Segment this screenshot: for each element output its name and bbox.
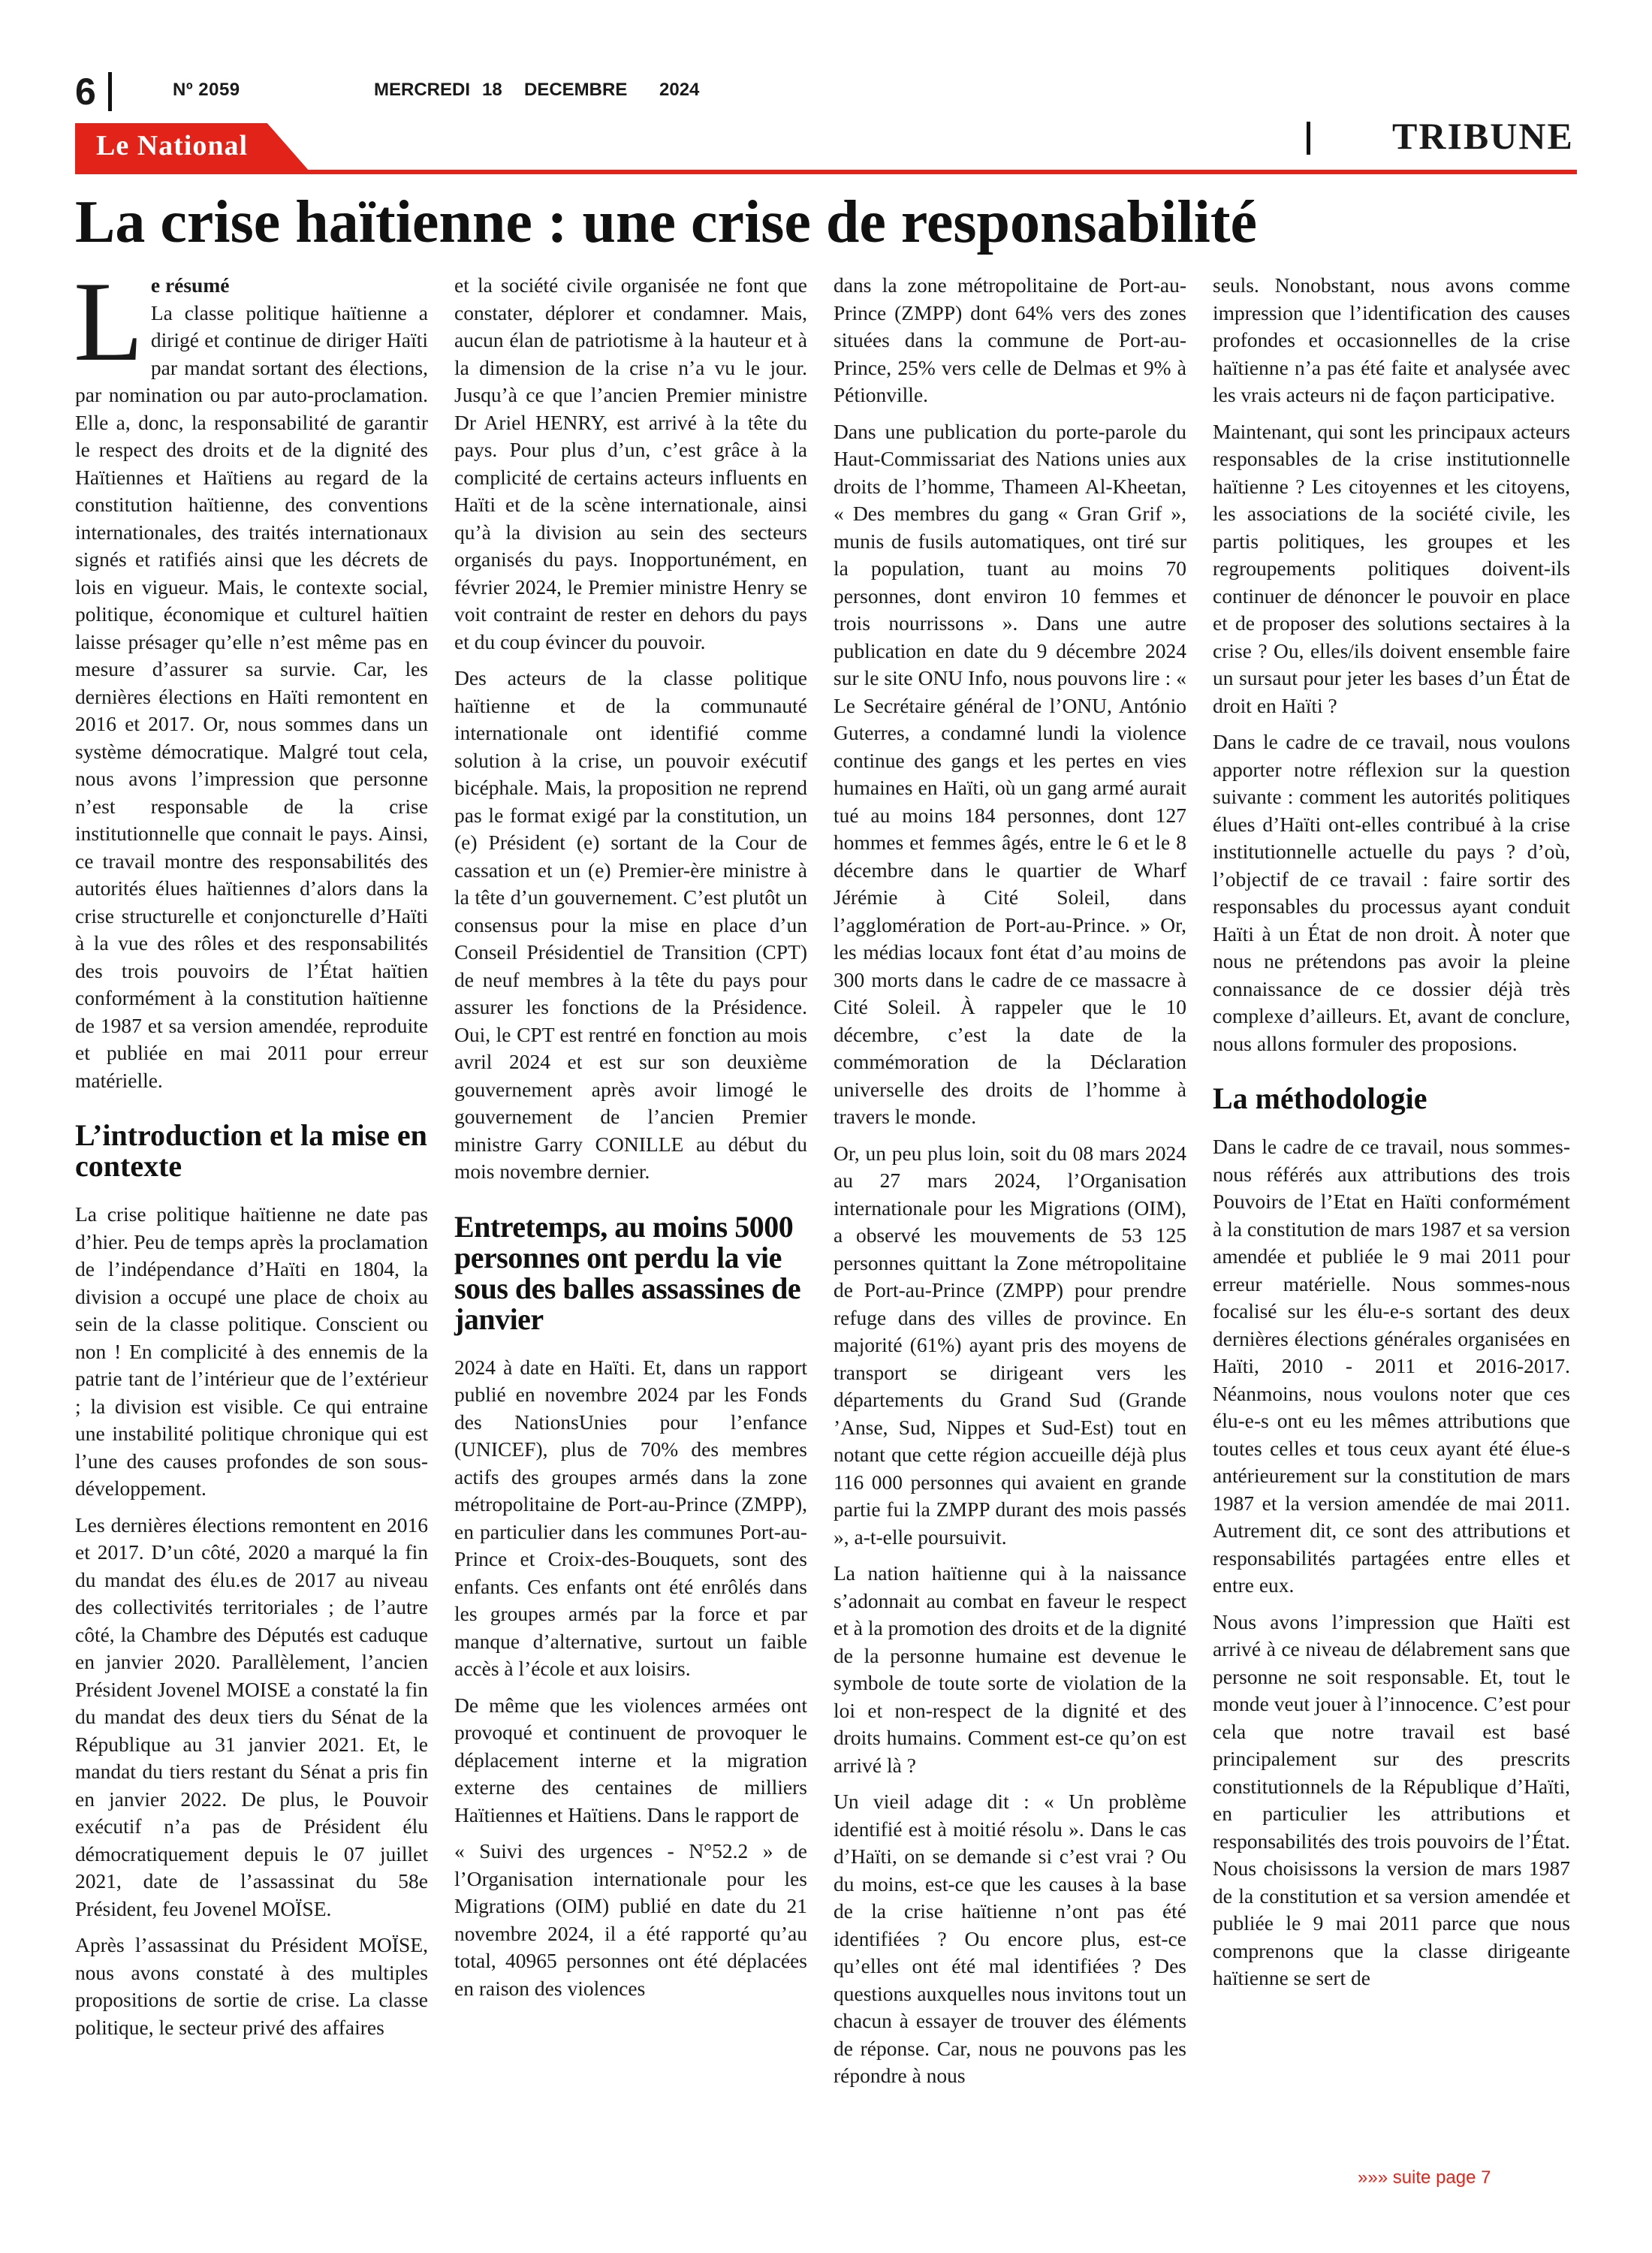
headline: La crise haïtienne : une crise de responsabilité	[75, 189, 1257, 255]
paragraph: dans la zone métropolitaine de Port-au-Prince (ZMPP) dont 64% vers des zones situées dans la commune de Port-au-Prince, 25% vers celle de Delmas et 9% à Pétionville.	[834, 273, 1186, 406]
subhead-methodologie: La méthodologie	[1213, 1081, 1427, 1115]
paragraph: Des acteurs de la classe politique haïtienne et de la communauté internationale ont identifié comme solution à la crise, un pouvoir exécutif bicéphale. Mais, la proposition ne reprend pas le format exigé par la constitution, un (e) Président (e) sortant de la Cour de cassation et un (e) Premier-ère ministre à la tête d’un gouvernement. C’est plutôt un consensus pour la mise en place d’un Conseil Présidentiel de Transition (CPT) de neuf membres à la tête du pays pour assurer les fonctions de la Présidence. Oui, le CPT est rentré en fonction au mois avril 2024 et est sur son deuxième gouvernement après avoir limogé le gouvernement de l’ancien Premier ministre Garry CONILLE au début du mois novembre dernier.	[454, 666, 807, 1183]
section-divider	[1307, 122, 1310, 155]
paragraph: Après l’assassinat du Président MOÏSE, nous avons constaté à des multiples propositions de sortie de crise. La classe politique, le secteur privé des affaires	[75, 1933, 428, 2039]
column-3	[834, 272, 1186, 2099]
paragraph: La crise politique haïtienne ne date pas d’hier. Peu de temps après la proclamation de l’indépendance d’Haïti en 1804, la division a occupé une place de choix au sein de la classe politique. Conscient ou non ! En complicité à des ennemis de la patrie tant de l’intérieur que de l’extérieur ; la division est visible. Ce qui entraine une instabilité politique chronique qui est l’une des causes profondes de son sous-développement.	[75, 1202, 428, 1500]
paragraph: Nous avons l’impression que Haïti est arrivé à ce niveau de délabrement sans que personne ne soit responsable. Et, tout le monde veut jouer à l’innocence. C’est pour cela que notre travail est basé principalement sur des prescrits constitutionnels de la République d’Haïti, en particulier les attributions et responsabilités des trois pouvoirs de l’État. Nous choisissons la version de mars 1987 de la constitution et sa version amendée et publiée le 9 mai 2011 parce que nous comprenons que la classe dirigeante haïtienne se sert de	[1213, 1609, 1570, 1989]
paragraph: seuls. Nonobstant, nous avons comme impression que l’identification des causes profondes et occasionnelles de la crise haïtienne n’a pas été faite et analysée avec les vrais acteurs ni de façon participative.	[1213, 273, 1570, 406]
paragraph: Un vieil adage dit : « Un problème identifié est à moitié résolu ». Dans le cas d’Haïti, on se demande si c’est vrai ? Ou du moins, est-ce que les causes à la base de la crise haïtienne n’ont pas été identifiées ? Ou encore plus, est-ce qu’elles ont été mal identifiées ? Des questions auxquelles nous invitons tout un chacun à essayer de trouver des éléments de réponse. Car, nous ne pouvons pas les répondre à nous	[834, 1790, 1186, 2087]
paragraph: Dans le cadre de ce travail, nous voulons apporter notre réflexion sur la question suivante : comment les autorités politiques élues d’Haïti ont-elles contribué à la crise institutionnelle actuelle du pays ? d’où, l’objectif de ce travail : faire sortir des responsables du processus ayant conduit Haïti à un État de non droit. À noter que nous ne prétendons pas avoir la pleine connaissance de ce dossier déjà très complexe d’ailleurs. Et, avant de conclure, nous allons formuler des proposions.	[1213, 730, 1570, 1055]
page-header	[75, 69, 1577, 114]
date-day-number: 18	[482, 80, 502, 100]
column-1	[74, 258, 428, 2050]
resume-title: e résumé	[150, 273, 230, 297]
dropcap: L	[74, 258, 143, 385]
page-number: 6	[75, 71, 96, 113]
page-number-divider	[108, 72, 112, 111]
issue-number: Nº 2059	[173, 80, 240, 100]
paragraph: La nation haïtienne qui à la naissance s’adonnait au combat en faveur le respect et à la promotion des droits et de la dignité de la personne humaine est devenue le symbole de toute sorte de violation de la loi et non-respect de la dignité et des droits humains. Comment est-ce qu’on est arrivé là ?	[834, 1561, 1186, 1777]
paragraph: Les dernières élections remontent en 2016 et 2017. D’un côté, 2020 a marqué la fin du mandat des élu.es de 2017 au niveau des collectivités territoriales ; de l’autre côté, la Chambre des Députés est caduque en janvier 2020. Parallèlement, l’ancien Président Jovenel MOISE a constaté la fin du mandat des deux tiers du Sénat de la République au 31 janvier 2021. Et, le mandat du tiers restant du Sénat a pris fin en janvier 2022. De plus, le Pouvoir exécutif n’a pas de Président élu démocratiquement depuis le 07 juillet 2021, date de l’assassinat du 58e Président, feu Jovenel MOÏSE.	[75, 1513, 428, 1920]
paragraph: Maintenant, qui sont les principaux acteurs responsables de la crise institutionnelle haïtienne ? Les citoyennes et les citoyens, les associations de la société civile, les partis politiques, les groupes et les regroupements politiques doivent-ils continuer de dénoncer le pouvoir en place et de proposer des solutions sectaires à la crise ? Ou, elles/ils doivent ensemble faire un sursaut pour jeter les bases d’un État de droit en Haïti ?	[1213, 419, 1570, 717]
brand-logo: Le National	[96, 130, 249, 161]
paragraph: et la société civile organisée ne font que constater, déplorer et condamner. Mais, aucun élan de patriotisme à la hauteur et à la dimension de la crise n’a vu le jour. Jusqu’à ce que l’ancien Premier ministre Dr Ariel HENRY, est arrivé à la tête du pays. Pour plus d’un, c’est grâce à la complicité de certains acteurs influents en Haïti et de la scène internationale, ainsi qu’à la division au sein des secteurs organisés du pays. Inopportunément, en février 2024, le Premier ministre Henry se voit contraint de rester en dehors du pays et du coup évincer du pouvoir.	[454, 273, 807, 653]
subhead-introduction: L’introduction et la mise en contexte	[75, 1118, 427, 1183]
header-rule	[75, 170, 1577, 174]
paragraph: Dans une publication du porte-parole du Haut-Commissariat des Nations unies aux droits de l’homme, Thameen Al-Kheetan, « Des membres du gang « Gran Grif », munis de fusils automatiques, ont tiré sur la population, tuant au moins 70 personnes, dont environ 10 femmes et trois nourrissons ». Dans une autre publication en date du 9 décembre 2024 sur le site ONU Info, nous pouvons lire : « Le Secrétaire général de l’ONU, António Guterres, a condamné lundi la violence continue des gangs et les pertes en vies humaines en Haïti, où un gang armé aurait tué au moins 184 personnes, dont 127 hommes et femmes âgés, entre le 6 et le 8 décembre dans le quartier de Wharf Jérémie à Cité Soleil, dans l’agglomération de Port-au-Prince. » Or, les médias locaux font état d’au moins de 300 morts dans le cadre de ce massacre à Cité Soleil. À rappeler que le 10 décembre, c’est la date de la commémoration de la Déclaration universelle des droits de l’homme à travers le monde.	[834, 419, 1186, 1128]
subhead-entretemps: Entretemps, au moins 5000 personnes ont perdu la vie sous des balles assassines de janvier	[454, 1209, 801, 1336]
date-weekday: MERCREDI	[374, 80, 471, 100]
date-month: DECEMBRE	[524, 80, 628, 100]
paragraph: Or, un peu plus loin, soit du 08 mars 2024 au 27 mars 2024, l’Organisation internationale pour les Migrations (OIM), a observé les mouvements de 53 125 personnes quittant la Zone métropolitaine de Port-au-Prince (ZMPP) pour prendre refuge dans des villes de province. En majorité (61%) ayant pris des moyens de transport se dirigeant vers les départements du Grand Sud (Grande ’Anse, Sud, Nippes et Sud-Est) tout en notant que cette région accueille déjà plus 116 000 personnes qui avaient en grande partie fui la ZMPP durant des mois passés », a-t-elle poursuivit.	[834, 1141, 1186, 1549]
paragraph: La classe politique haïtienne a dirigé et continue de diriger Haïti par mandat sortant des élections, par nomination ou par auto-proclamation. Elle a, donc, la responsabilité de garantir le respect des droits et de la dignité des Haïtiennes et Haïtiens au regard de la constitution haïtienne, des conventions internationales, des traités internationaux signés et ratifiés ainsi que les décrets de lois en vigueur. Mais, le contexte social, politique, économique et culturel haïtien laisse présager qu’elle n’est même pas en mesure d’assurer sa survie. Car, les dernières élections en Haïti remontent en 2016 et 2017. Or, nous sommes dans un système démocratique. Malgré tout cela, nous avons l’impression que personne n’est responsable de la crise institutionnelle que connait le pays. Ainsi, ce travail montre des responsabilités des autorités élues haïtiennes d’alors dans la crise structurelle et conjoncturelle d’Haïti à la vue des rôles et des responsabilités des trois pouvoirs de l’État haïtien conformément à la constitution haïtienne de 1987 et sa version amendée, reproduite et publiée en mai 2011 pour erreur matérielle.	[75, 300, 428, 1092]
paragraph: 2024 à date en Haïti. Et, dans un rapport publié en novembre 2024 par les Fonds des NationsUnies pour l’enfance (UNICEF), plus de 70% des membres actifs des groupes armés dans la zone métropolitaine de Port-au-Prince (ZMPP), en particulier dans les communes Port-au-Prince et Croix-des-Bouquets, sont des enfants. Ces enfants ont été enrôlés dans les groupes armés par la force et par manque d’alternative, surtout un faible accès à l’école et aux loisirs.	[454, 1355, 807, 1680]
column-4	[1213, 272, 1570, 2001]
paragraph: « Suivi des urgences - N°52.2 » de l’Organisation internationale pour les Migrations (OIM) publié en date du 21 novembre 2024, il a été rapporté qu’au total, 40965 personnes ont été déplacées en raison des violences	[454, 1839, 807, 2000]
paragraph: De même que les violences armées ont provoqué et continuent de provoquer le déplacement interne et la migration externe des centaines de milliers Haïtiennes et Haïtiens. Dans le rapport de	[454, 1693, 807, 1826]
column-2	[454, 272, 807, 2011]
date-year: 2024	[659, 80, 700, 100]
continuation-link[interactable]: »»» suite page 7	[1358, 2167, 1491, 2188]
section-title: TRIBUNE	[1392, 115, 1574, 157]
paragraph: Dans le cadre de ce travail, nous sommes-nous référés aux attributions des trois Pouvoirs de l’Etat en Haïti conformément à la constitution de mars 1987 et sa version amendée et publiée le 9 mai 2011 pour erreur matérielle. Nous sommes-nous focalisé sur les élu-e-s sortant des deux dernières élections générales organisées en Haïti, 2010 - 2011 et 2016-2017. Néanmoins, nous voulons noter que ces élu-e-s ont eu les mêmes attributions que toutes celles et tous ceux ayant été élue-s antérieurement sur la constitution de mars 1987 et la version amendée de mai 2011. Autrement dit, ce sont des attributions et responsabilités partagées entre elles et entre eux.	[1213, 1135, 1570, 1597]
